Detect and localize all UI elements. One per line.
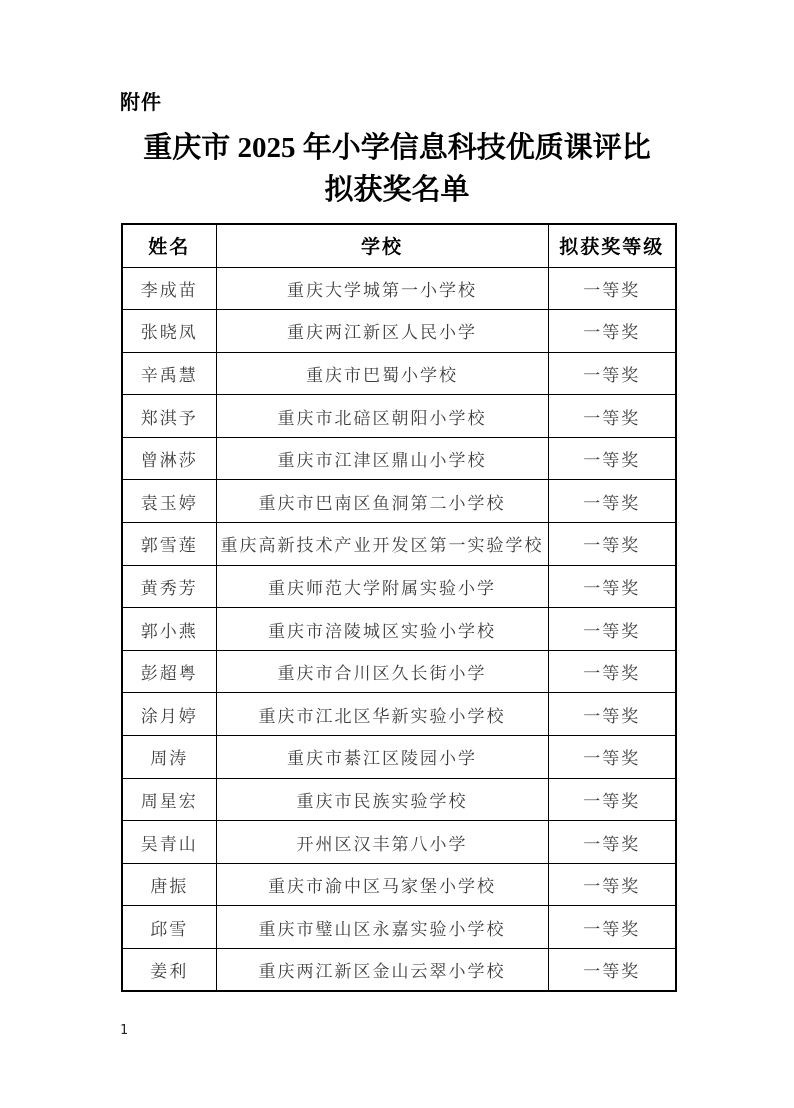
cell-school: 重庆师范大学附属实验小学 — [216, 565, 548, 608]
cell-school: 重庆市江北区华新实验小学校 — [216, 693, 548, 736]
cell-school: 重庆市渝中区马家堡小学校 — [216, 863, 548, 906]
cell-award: 一等奖 — [548, 480, 676, 523]
table-row — [122, 565, 676, 608]
table-header-row — [122, 224, 676, 267]
cell-award: 一等奖 — [548, 395, 676, 438]
header-school: 学校 — [216, 224, 548, 267]
table-row — [122, 267, 676, 310]
cell-award: 一等奖 — [548, 736, 676, 779]
cell-name: 黄秀芳 — [122, 565, 216, 608]
cell-award: 一等奖 — [548, 949, 676, 992]
table-body — [122, 267, 676, 991]
cell-award: 一等奖 — [548, 352, 676, 395]
cell-name: 郑淇予 — [122, 395, 216, 438]
cell-name: 辛禹慧 — [122, 352, 216, 395]
page-number: 1 — [120, 1023, 128, 1038]
cell-name: 郭小燕 — [122, 608, 216, 651]
cell-award: 一等奖 — [548, 523, 676, 566]
cell-award: 一等奖 — [548, 608, 676, 651]
cell-name: 邱雪 — [122, 906, 216, 949]
award-table — [121, 223, 677, 992]
table-row — [122, 437, 676, 480]
cell-name: 郭雪莲 — [122, 523, 216, 566]
cell-name: 袁玉婷 — [122, 480, 216, 523]
cell-school: 开州区汉丰第八小学 — [216, 821, 548, 864]
cell-name: 涂月婷 — [122, 693, 216, 736]
cell-name: 周涛 — [122, 736, 216, 779]
cell-name: 唐振 — [122, 863, 216, 906]
cell-award: 一等奖 — [548, 821, 676, 864]
header-name: 姓名 — [122, 224, 216, 267]
document-title — [0, 127, 794, 211]
cell-school: 重庆市北碚区朝阳小学校 — [216, 395, 548, 438]
header-award: 拟获奖等级 — [548, 224, 676, 267]
cell-school: 重庆市江津区鼎山小学校 — [216, 437, 548, 480]
table-row — [122, 736, 676, 779]
table-row — [122, 310, 676, 353]
title-line-2: 拟获奖名单 — [324, 174, 470, 206]
table-row — [122, 523, 676, 566]
cell-award: 一等奖 — [548, 863, 676, 906]
cell-school: 重庆市巴蜀小学校 — [216, 352, 548, 395]
table-row — [122, 863, 676, 906]
cell-school: 重庆大学城第一小学校 — [216, 267, 548, 310]
cell-school: 重庆两江新区金山云翠小学校 — [216, 949, 548, 992]
table-row — [122, 949, 676, 992]
cell-school: 重庆高新技术产业开发区第一实验学校 — [216, 523, 548, 566]
cell-school: 重庆两江新区人民小学 — [216, 310, 548, 353]
table-row — [122, 480, 676, 523]
cell-award: 一等奖 — [548, 693, 676, 736]
cell-school: 重庆市璧山区永嘉实验小学校 — [216, 906, 548, 949]
cell-name: 李成苗 — [122, 267, 216, 310]
cell-award: 一等奖 — [548, 267, 676, 310]
title-line-1: 重庆市 2025 年小学信息科技优质课评比 — [143, 132, 651, 164]
cell-name: 彭超粤 — [122, 650, 216, 693]
cell-name: 周星宏 — [122, 778, 216, 821]
cell-award: 一等奖 — [548, 565, 676, 608]
cell-name: 曾淋莎 — [122, 437, 216, 480]
table-row — [122, 906, 676, 949]
cell-school: 重庆市合川区久长街小学 — [216, 650, 548, 693]
table-row — [122, 693, 676, 736]
cell-name: 张晓凤 — [122, 310, 216, 353]
cell-award: 一等奖 — [548, 650, 676, 693]
cell-name: 姜利 — [122, 949, 216, 992]
cell-school: 重庆市涪陵城区实验小学校 — [216, 608, 548, 651]
table-row — [122, 650, 676, 693]
table-row — [122, 395, 676, 438]
table-row — [122, 608, 676, 651]
cell-award: 一等奖 — [548, 778, 676, 821]
cell-award: 一等奖 — [548, 906, 676, 949]
cell-school: 重庆市綦江区陵园小学 — [216, 736, 548, 779]
table-row — [122, 778, 676, 821]
cell-name: 吴青山 — [122, 821, 216, 864]
attachment-label: 附件 — [120, 92, 162, 114]
cell-school: 重庆市巴南区鱼洞第二小学校 — [216, 480, 548, 523]
table-row — [122, 352, 676, 395]
cell-award: 一等奖 — [548, 310, 676, 353]
table-row — [122, 821, 676, 864]
cell-school: 重庆市民族实验学校 — [216, 778, 548, 821]
cell-award: 一等奖 — [548, 437, 676, 480]
